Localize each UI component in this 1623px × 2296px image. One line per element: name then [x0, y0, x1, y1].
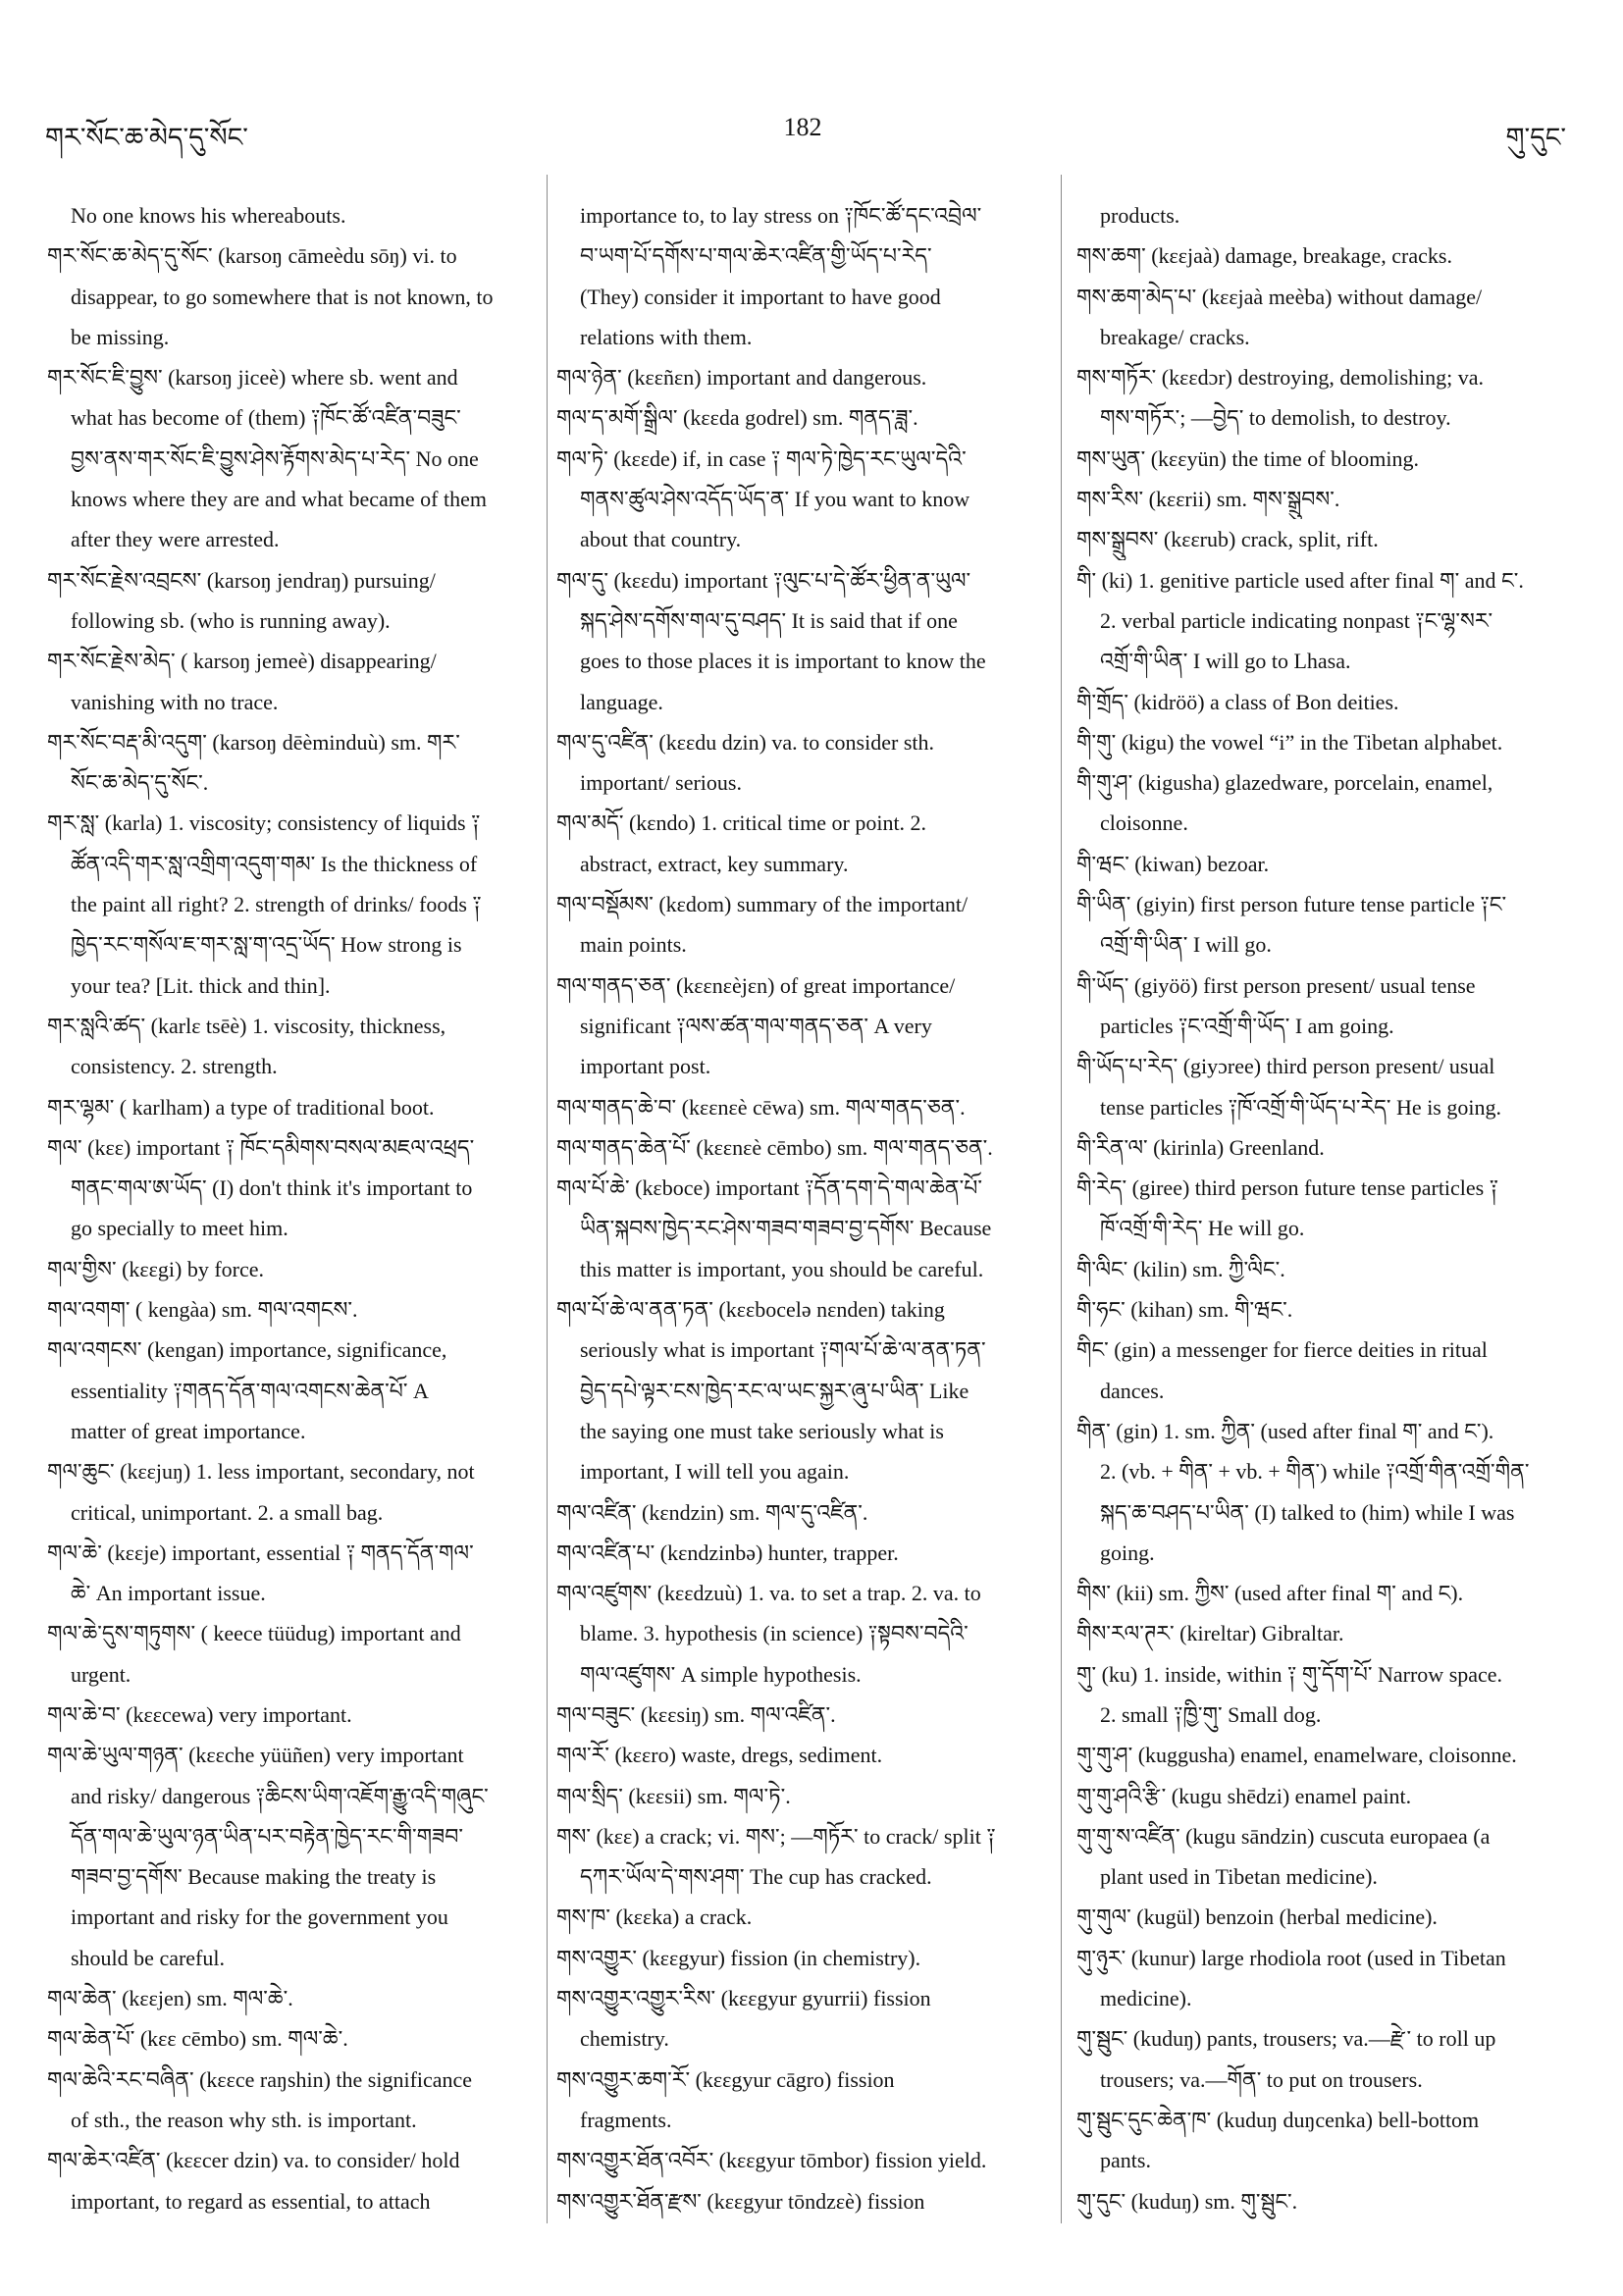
entry-line: important, I will tell you again. — [580, 1459, 850, 1485]
entry-line: following sb. (who is running away). — [71, 607, 391, 633]
running-head-first-entry: གར་སོང་ཆ་མེད་དུ་སོང་ — [45, 123, 248, 152]
entry-headword-line: གིས་ (kii) sm. ཀྱིས་ (used after final ག་ and ང). — [1076, 1581, 1464, 1606]
dictionary-entry — [556, 2060, 1052, 2141]
entry-line: 2. verbal particle indicating nonpast ༑ང་ལྷ་སར་ — [1100, 607, 1493, 633]
dictionary-entry — [1076, 1938, 1577, 2019]
entry-headword-line: གལ་གནད་ཆེན་པོ་ (kɛɛnɛè cēmbo) sm. གལ་གནད་ཅན་. — [556, 1134, 993, 1160]
dictionary-entry — [47, 1330, 534, 1451]
entry-line: ཚོན་འདི་གར་སླ་འགྲིག་འདུག་གམ་ Is the thickness of — [71, 851, 478, 876]
entry-headword-line: གུ་གུལ་ (kugül) benzoin (herbal medicine). — [1076, 1905, 1438, 1930]
dictionary-entry — [1076, 1573, 1577, 1613]
entry-headword-line: གུ་ཉུར་ (kunur) large rhodiola root (used in Tibetan — [1076, 1945, 1506, 1970]
entry-headword-line: གལ་ཆེར་འཛིན་ (kɛɛcer dzin) va. to consider/ hold — [47, 2148, 460, 2173]
dictionary-entry — [1076, 1613, 1577, 1653]
entry-headword-line: གལ་ཉེན་ (kɛɛñɛn) important and dangerous. — [556, 365, 927, 391]
entry-line: significant ༑ལས་ཚན་གལ་གནད་ཅན་ A very — [580, 1013, 932, 1038]
running-head-last-entry: གུ་དུང་ — [1505, 123, 1566, 152]
dictionary-entry — [1076, 1249, 1577, 1289]
entry-line: སོང་ཆ་མེད་དུ་སོང་. — [71, 770, 209, 796]
entry-headword-line: གལ་འགངས་ (kengan) importance, significance, — [47, 1337, 447, 1363]
entry-line: tense particles ༑ཁོ་འགྲོ་གི་ཡོད་པ་རེད་ He is going. — [1100, 1094, 1501, 1120]
entry-line: བྱེད་དཔེ་ལྟར་ངས་ཁྱེད་རང་ལ་ཡང་སྐྱར་ཞུ་པ་ཡིན་ Like — [580, 1378, 969, 1403]
entry-headword-line: གས་གཏོར་ (kɛɛdɔr) destroying, demolishing; va. — [1076, 365, 1485, 391]
column-divider — [1061, 175, 1062, 2223]
entry-headword-line: གལ་ཆེ་ (kɛɛje) important, essential ༑ གནད་དོན་གལ་ — [47, 1539, 474, 1565]
entry-headword-line: གལ་ཆུང་ (kɛɛjuŋ) 1. less important, secondary, not — [47, 1459, 475, 1485]
dictionary-entry — [47, 560, 534, 642]
dictionary-entry — [1076, 1411, 1577, 1573]
entry-line: བྱས་ནས་གར་སོང་ཇི་བྱུས་ཤེས་རྟོགས་མེད་པ་རེད་ No one — [71, 445, 479, 471]
entry-headword-line: གལ་པོ་ཆེ་ལ་ནན་ཏན་ (kɛɛbocelə nɛnden) taking — [556, 1297, 945, 1323]
entry-line: cloisonne. — [1100, 810, 1188, 836]
entry-line: language. — [580, 689, 663, 714]
entry-line: trousers; va.—གོན་ to put on trousers. — [1100, 2066, 1423, 2092]
entry-headword-line: གས་འགྱུར་ཆག་རོ་ (kɛɛgyur cāgro) fission — [556, 2066, 895, 2092]
entry-headword-line: གལ་བསྡོམས་ (kɛdom) summary of the important/ — [556, 892, 969, 917]
entry-headword-line: གལ་ཆེན་པོ་ (kɛɛ cēmbo) sm. གལ་ཆེ་. — [47, 2026, 348, 2052]
dictionary-column-3 — [1076, 195, 1577, 2221]
entry-headword-line: གུ་སྦུང་ (kuduŋ) pants, trousers; va.—རྫེ་ to roll up — [1076, 2026, 1496, 2052]
dictionary-entry-continued — [1076, 195, 1577, 235]
entry-headword-line: གི་རེད་ (giree) third person future tense particles ༑ — [1076, 1175, 1499, 1201]
entry-line: this matter is important, you should be careful. — [580, 1256, 984, 1281]
entry-line: pants. — [1100, 2148, 1151, 2173]
dictionary-entry — [47, 1087, 534, 1127]
entry-line: 2. small ༑ཁྱི་གུ་ Small dog. — [1100, 1701, 1322, 1727]
entry-headword-line: གལ་མདོ་ (kɛndo) 1. critical time or point. 2. — [556, 810, 927, 836]
entry-line: about that country. — [580, 527, 742, 552]
entry-line: གས་གཏོར་; —བྱེད་ to demolish, to destroy. — [1100, 405, 1451, 431]
entry-line: going. — [1100, 1539, 1155, 1565]
entry-line: knows where they are and what became of them — [71, 487, 487, 512]
entry-headword-line: གལ་ད་མགོ་སྒྲིལ་ (kɛɛda godrel) sm. གནད་ཟླ་. — [556, 405, 918, 431]
entry-headword-line: གལ་ (kɛɛ) important ༑ ཁོང་དམིགས་བསལ་མཇལ་འཕྲད་ — [47, 1134, 475, 1160]
entry-line: should be careful. — [71, 1945, 225, 1970]
entry-line: consistency. 2. strength. — [71, 1054, 278, 1079]
dictionary-entry — [1076, 479, 1577, 519]
entry-line: matter of great importance. — [71, 1418, 306, 1443]
dictionary-entry — [556, 965, 1052, 1087]
dictionary-entry — [1076, 277, 1577, 358]
entry-headword-line: གལ་འཛིན་ (kɛndzin) sm. གལ་དུ་འཛིན་. — [556, 1499, 868, 1525]
entry-headword-line: གལ་ཏེ་ (kɛɛde) if, in case ༑ གལ་ཏེ་ཁྱེད་རང་ཡུལ་དེའི་ — [556, 445, 967, 471]
dictionary-entry — [556, 1816, 1052, 1898]
dictionary-entry — [47, 1978, 534, 2018]
entry-headword-line: གལ་ཆེན་ (kɛɛjen) sm. གལ་ཆེ་. — [47, 1986, 293, 2011]
entry-line: important and risky for the government you — [71, 1905, 448, 1930]
entry-headword-line: གས་ཁ་ (kɛɛka) a crack. — [556, 1905, 753, 1930]
dictionary-entry — [556, 2140, 1052, 2180]
entry-headword-line: གིན་ (gin) 1. sm. ཀྱིན་ (used after final ག་ and ང་). — [1076, 1418, 1494, 1443]
dictionary-entry — [1076, 2018, 1577, 2100]
dictionary-entry — [556, 560, 1052, 722]
entry-line: what has become of (them) ༑ཁོང་ཚོ་འཛིན་བཟུང་ — [71, 405, 461, 431]
dictionary-entry — [1076, 1168, 1577, 1249]
entry-line: urgent. — [71, 1661, 131, 1687]
entry-headword-line: གུ་གུ་ཤའི་རྩི་ (kugu shēdzi) enamel paint. — [1076, 1783, 1412, 1808]
entry-headword-line: གུ་ (ku) 1. inside, within ༑ གུ་དོག་པོ་ Narrow space. — [1076, 1661, 1503, 1687]
dictionary-entry — [1076, 762, 1577, 844]
entry-headword-line: གུ་གུ་ཤ་ (kuggusha) enamel, enamelware, cloisonne. — [1076, 1743, 1517, 1768]
dictionary-entry — [556, 1978, 1052, 2060]
entry-line: the saying one must take seriously what is — [580, 1418, 944, 1443]
entry-headword-line: གུ་དུང་ (kuduŋ) sm. གུ་སྦུང་. — [1076, 2188, 1298, 2214]
entry-headword-line: གས་རིས་ (kɛɛrii) sm. གས་སྒྲུབས་. — [1076, 487, 1340, 512]
entry-headword-line: གལ་དུ་ (kɛɛdu) important ༑ལུང་པ་དེ་ཚོར་ཕྱིན་ན་ཡུལ་ — [556, 567, 971, 593]
entry-headword-line: གལ་གྱིས་ (kɛɛgi) by force. — [47, 1256, 265, 1281]
page-number: 182 — [783, 113, 822, 141]
dictionary-entry — [1076, 357, 1577, 439]
entry-line: important, to regard as essential, to attach — [71, 2188, 431, 2214]
entry-headword-line: གིས་རལ་ཊར་ (kireltar) Gibraltar. — [1076, 1621, 1344, 1646]
dictionary-entry — [1076, 560, 1577, 682]
entry-line: plant used in Tibetan medicine). — [1100, 1864, 1378, 1890]
dictionary-entry — [556, 884, 1052, 965]
entry-line: disappear, to go somewhere that is not known, to — [71, 284, 494, 309]
entry-line: goes to those places it is important to know the — [580, 649, 986, 674]
entry-line: the paint all right? 2. strength of drinks/ foods ༑ — [71, 892, 482, 917]
dictionary-entry — [47, 1695, 534, 1735]
entry-headword-line: གས་སྒྲུབས་ (kɛɛrub) crack, split, rift. — [1076, 527, 1379, 552]
entry-line: be missing. — [71, 324, 170, 349]
entry-headword-line: གར་སོང་ཇི་བྱུས་ (karsoŋ jiceè) where sb. went and — [47, 365, 458, 391]
dictionary-entry — [556, 803, 1052, 884]
entry-line: your tea? [Lit. thick and thin]. — [71, 972, 331, 998]
entry-headword-line: གི་གུ་ཤ་ (kigusha) glazedware, porcelain, enamel, — [1076, 770, 1493, 796]
entry-headword-line: གར་སླའི་ཚད་ (karlɛ tsēè) 1. viscosity, thickness, — [47, 1013, 446, 1038]
dictionary-entry — [1076, 844, 1577, 884]
entry-line: fragments. — [580, 2107, 672, 2132]
dictionary-entry — [556, 1533, 1052, 1573]
dictionary-entry — [47, 1249, 534, 1289]
entry-headword-line: གལ་གནད་ཅན་ (kɛɛnɛèjɛn) of great importance/ — [556, 972, 956, 998]
dictionary-entry — [1076, 1776, 1577, 1816]
entry-headword-line: གི་ཡོད་ (giyöö) first person present/ usual tense — [1076, 972, 1476, 998]
dictionary-entry — [47, 1127, 534, 1249]
dictionary-entry — [556, 357, 1052, 397]
dictionary-entry — [556, 1573, 1052, 1695]
entry-line: དོན་གལ་ཆེ་ཡུལ་ཉན་ཡིན་པར་བརྟེན་ཁྱེད་རང་གི་གཟབ་ — [71, 1823, 463, 1849]
entry-line: blame. 3. hypothesis (in science) ༑སྟབས་བདེའི་ — [580, 1621, 969, 1646]
dictionary-entry — [1076, 1735, 1577, 1775]
entry-headword-line: གི་ཡིན་ (giyin) first person future tense particle ༑ང་ — [1076, 892, 1507, 917]
entry-headword-line: གར་སོང་རྗེས་འབྲངས་ (karsoŋ jendraŋ) pursuing/ — [47, 567, 436, 593]
entry-headword-line: གལ་ཆེ་ཡུལ་གཉན་ (kɛɛche yüüñen) very important — [47, 1743, 464, 1768]
dictionary-entry — [47, 1289, 534, 1330]
dictionary-entry — [556, 1168, 1052, 1289]
entry-headword-line: གི་ (ki) 1. genitive particle used after final ག་ and ང་. — [1076, 567, 1524, 593]
entry-line: main points. — [580, 932, 687, 958]
entry-headword-line: གས་ཆག་མེད་པ་ (kɛɛjaà meèba) without damage/ — [1076, 284, 1483, 309]
entry-headword-line: གལ་བཟུང་ (kɛɛsiŋ) sm. གལ་འཛིན་. — [556, 1701, 836, 1727]
entry-line: relations with them. — [580, 324, 753, 349]
dictionary-entry — [556, 1087, 1052, 1127]
entry-line: (They) consider it important to have good — [580, 284, 941, 309]
entry-headword-line: གི་ཝང་ (kiwan) bezoar. — [1076, 851, 1270, 876]
entry-headword-line: གུ་སྦུང་དུང་ཆེན་ཁ་ (kuduŋ duŋcenka) bell-bottom — [1076, 2107, 1480, 2132]
dictionary-entry — [47, 641, 534, 722]
dictionary-entry — [556, 1735, 1052, 1775]
entry-headword-line: གི་གྲོད་ (kidröö) a class of Bon deities. — [1076, 689, 1399, 714]
entry-line: སྐད་ཆ་བཤད་པ་ཡིན་ (I) talked to (him) while I was — [1100, 1499, 1515, 1525]
entry-line: འགྲོ་གི་ཡིན་ I will go. — [1100, 932, 1272, 958]
dictionary-entry — [556, 1492, 1052, 1533]
entry-headword-line: གི་གུ་ (kigu) the vowel “i” in the Tibetan alphabet. — [1076, 729, 1503, 755]
dictionary-entry — [47, 235, 534, 357]
entry-headword-line: གལ་འཛིན་པ་ (kɛndzinbə) hunter, trapper. — [556, 1539, 899, 1565]
dictionary-entry — [556, 1127, 1052, 1168]
dictionary-column-1 — [47, 195, 534, 2221]
entry-line: particles ༑ང་འགྲོ་གི་ཡོད་ I am going. — [1100, 1013, 1394, 1038]
dictionary-entry — [1076, 2100, 1577, 2181]
entry-line: ཁྱེད་རང་གསོལ་ཇ་གར་སླ་ག་འདྲ་ཡོད་ How strong is — [71, 932, 462, 958]
entry-headword-line: གར་ལྷམ་ ( karlham) a type of traditional boot. — [47, 1094, 435, 1120]
entry-line: སྐད་ཤེས་དགོས་གལ་དུ་བཤད་ It is said that if one — [580, 607, 958, 633]
dictionary-entry — [1076, 1654, 1577, 1736]
dictionary-entry — [556, 1897, 1052, 1937]
dictionary-entry — [47, 2060, 534, 2141]
dictionary-entry — [47, 722, 534, 804]
entry-line: after they were arrested. — [71, 527, 280, 552]
dictionary-entry — [1076, 682, 1577, 722]
entry-headword-line: གལ་ཆེ་བ་ (kɛɛcewa) very important. — [47, 1701, 352, 1727]
entry-headword-line: གས་ཆག་ (kɛɛjaà) damage, breakage, cracks. — [1076, 243, 1452, 269]
entry-headword-line: གལ་སྲིད་ (kɛɛsii) sm. གལ་ཏེ་. — [556, 1783, 791, 1808]
dictionary-entry — [1076, 1046, 1577, 1127]
entry-line: of sth., the reason why sth. is important. — [71, 2107, 417, 2132]
entry-line: གནས་ཚུལ་ཤེས་འདོད་ཡོད་ན་ If you want to know — [580, 487, 970, 512]
entry-line: medicine). — [1100, 1986, 1192, 2011]
entry-headword-line: གི་ཡོད་པ་རེད་ (giyɔree) third person present/ usual — [1076, 1054, 1495, 1079]
entry-line: breakage/ cracks. — [1100, 324, 1250, 349]
dictionary-entry — [1076, 965, 1577, 1047]
entry-line: vanishing with no trace. — [71, 689, 279, 714]
dictionary-entry — [1076, 1897, 1577, 1937]
entry-line: importance to, to lay stress on ༑ཁོང་ཚོ་དང་འབྲེལ་ — [580, 203, 982, 228]
dictionary-entry — [1076, 235, 1577, 276]
dictionary-entry — [1076, 439, 1577, 479]
entry-line: གཟབ་བྱ་དགོས་ Because making the treaty is — [71, 1864, 437, 1890]
entry-line: གལ་འཛུགས་ A simple hypothesis. — [580, 1661, 862, 1687]
entry-headword-line: གར་སོང་ཆ་མེད་དུ་སོང་ (karsoŋ cāmeèdu sōŋ) vi. to — [47, 243, 457, 269]
dictionary-entry — [1076, 1330, 1577, 1411]
entry-headword-line: གལ་འཛུགས་ (kɛɛdzuù) 1. va. to set a trap. 2. va. to — [556, 1581, 981, 1606]
entry-line: products. — [1100, 203, 1180, 228]
entry-headword-line: གལ་འགག་ ( kengàa) sm. གལ་འགངས་. — [47, 1297, 358, 1323]
entry-headword-line: གལ་དུ་འཛིན་ (kɛɛdu dzin) va. to consider sth. — [556, 729, 934, 755]
dictionary-entry — [556, 722, 1052, 804]
dictionary-entry — [556, 1938, 1052, 1978]
dictionary-entry — [47, 2140, 534, 2221]
entry-headword-line: གལ་གནད་ཆེ་བ་ (kɛɛnɛè cēwa) sm. གལ་གནད་ཅན་. — [556, 1094, 966, 1120]
entry-line: chemistry. — [580, 2026, 669, 2052]
dictionary-entry — [556, 439, 1052, 560]
dictionary-entry — [47, 1533, 534, 1614]
entry-line: go specially to meet him. — [71, 1216, 288, 1241]
dictionary-entry — [47, 1613, 534, 1695]
entry-line: abstract, extract, key summary. — [580, 851, 849, 876]
entry-line: ཁོ་འགྲོ་གི་རེད་ He will go. — [1100, 1216, 1305, 1241]
dictionary-entry — [47, 803, 534, 1005]
dictionary-entry — [47, 1451, 534, 1533]
dictionary-column-2 — [556, 195, 1052, 2221]
dictionary-entry — [556, 2181, 1052, 2221]
dictionary-entry — [1076, 2181, 1577, 2221]
dictionary-entry — [1076, 884, 1577, 965]
entry-headword-line: གལ་ཆེ་དུས་གཏུགས་ ( keece tüüdug) important and — [47, 1621, 461, 1646]
entry-line: 2. (vb. + གིན་ + vb. + གིན་) while ༑འགྲོ་གིན་འགྲོ་གིན་ — [1100, 1459, 1530, 1485]
dictionary-entry — [1076, 519, 1577, 559]
entry-line: བ་ཡག་པོ་དགོས་པ་གལ་ཆེར་འཛིན་གྱི་ཡོད་པ་རེད་ — [580, 243, 932, 269]
entry-headword-line: གར་སོང་རྗེས་མེད་ ( karsoŋ jemeè) disappearing/ — [47, 649, 437, 674]
dictionary-entry — [1076, 1127, 1577, 1168]
entry-headword-line: གལ་པོ་ཆེ་ (kɛboce) important ༑དོན་དག་དེ་གལ་ཆེན་པོ་ — [556, 1175, 982, 1201]
dictionary-entry — [556, 1695, 1052, 1735]
dictionary-entry — [47, 1735, 534, 1978]
entry-headword-line: གས་ཡུན་ (kɛɛyün) the time of blooming. — [1076, 445, 1419, 471]
entry-headword-line: གལ་རོ་ (kɛɛro) waste, dregs, sediment. — [556, 1743, 883, 1768]
entry-headword-line: གས་འགྱུར་ཐོན་འབོར་ (kɛɛgyur tōmbor) fission yield. — [556, 2148, 987, 2173]
entry-headword-line: གར་སོང་བརྡ་མི་འདུག་ (karsoŋ dēèminduù) sm. གར་ — [47, 729, 460, 755]
entry-headword-line: གས་འགྱུར་ཐོན་རྫས་ (kɛɛgyur tōndzɛè) fission — [556, 2188, 925, 2214]
entry-line: No one knows his whereabouts. — [71, 203, 346, 228]
entry-line: critical, unimportant. 2. a small bag. — [71, 1499, 384, 1525]
entry-line: ཆེ་ An important issue. — [71, 1581, 266, 1606]
dictionary-entry — [1076, 1289, 1577, 1330]
dictionary-entry — [556, 397, 1052, 438]
entry-headword-line: གུ་གུ་ས་འཛིན་ (kugu sāndzin) cuscuta europaea (a — [1076, 1823, 1491, 1849]
entry-line: important post. — [580, 1054, 711, 1079]
entry-line: important/ serious. — [580, 770, 742, 796]
dictionary-entry — [1076, 722, 1577, 762]
entry-headword-line: གས་ (kɛɛ) a crack; vi. གས་; —གཏོར་ to crack/ split ༑ — [556, 1823, 996, 1849]
entry-line: and risky/ dangerous ༑ཆིངས་ཡིག་འཇོག་རྒྱུ་འདི་གཞུང་ — [71, 1783, 489, 1808]
dictionary-entry — [556, 1776, 1052, 1816]
entry-headword-line: གི་ལིང་ (kilin) sm. ཀྱི་ལིང་. — [1076, 1256, 1285, 1281]
entry-headword-line: གལ་ཆེའི་རང་བཞིན་ (kɛɛce raŋshin) the significance — [47, 2066, 473, 2092]
entry-line: dances. — [1100, 1378, 1165, 1403]
dictionary-entry — [556, 1289, 1052, 1491]
entry-headword-line: གས་འགྱུར་ (kɛɛgyur) fission (in chemistry). — [556, 1945, 921, 1970]
dictionary-entry — [47, 357, 534, 559]
entry-headword-line: གར་སླ་ (karla) 1. viscosity; consistency of liquids ༑ — [47, 810, 481, 836]
entry-headword-line: གི་རིན་ལ་ (kirinla) Greenland. — [1076, 1134, 1325, 1160]
entry-headword-line: གས་འགྱུར་འགྱུར་རིས་ (kɛɛgyur gyurrii) fission — [556, 1986, 931, 2011]
column-divider — [547, 175, 548, 2223]
dictionary-entry — [47, 1006, 534, 1087]
entry-line: seriously what is important ༑གལ་པོ་ཆེ་ལ་ནན་ཏན་ — [580, 1337, 986, 1363]
entry-line: essentiality ༑གནད་དོན་གལ་འགངས་ཆེན་པོ་ A — [71, 1378, 429, 1403]
entry-line: གནང་གལ་ཨ་ཡོད་ (I) don't think it's important to — [71, 1175, 473, 1201]
entry-line: དཀར་ཡོལ་དེ་གས་ཤག་ The cup has cracked. — [580, 1864, 932, 1890]
dictionary-entry — [1076, 1816, 1577, 1898]
entry-line: ཡིན་སྐབས་ཁྱེད་རང་ཤེས་གཟབ་གཟབ་བྱ་དགོས་ Because — [580, 1216, 992, 1241]
entry-line: འགྲོ་གི་ཡིན་ I will go to Lhasa. — [1100, 649, 1351, 674]
dictionary-entry — [47, 2018, 534, 2059]
dictionary-entry-continued — [47, 195, 534, 235]
entry-headword-line: གི་ཧང་ (kihan) sm. གི་ཝང་. — [1076, 1297, 1293, 1323]
entry-headword-line: གིང་ (gin) a messenger for fierce deities in ritual — [1076, 1337, 1488, 1363]
dictionary-entry-continued — [556, 195, 1052, 357]
